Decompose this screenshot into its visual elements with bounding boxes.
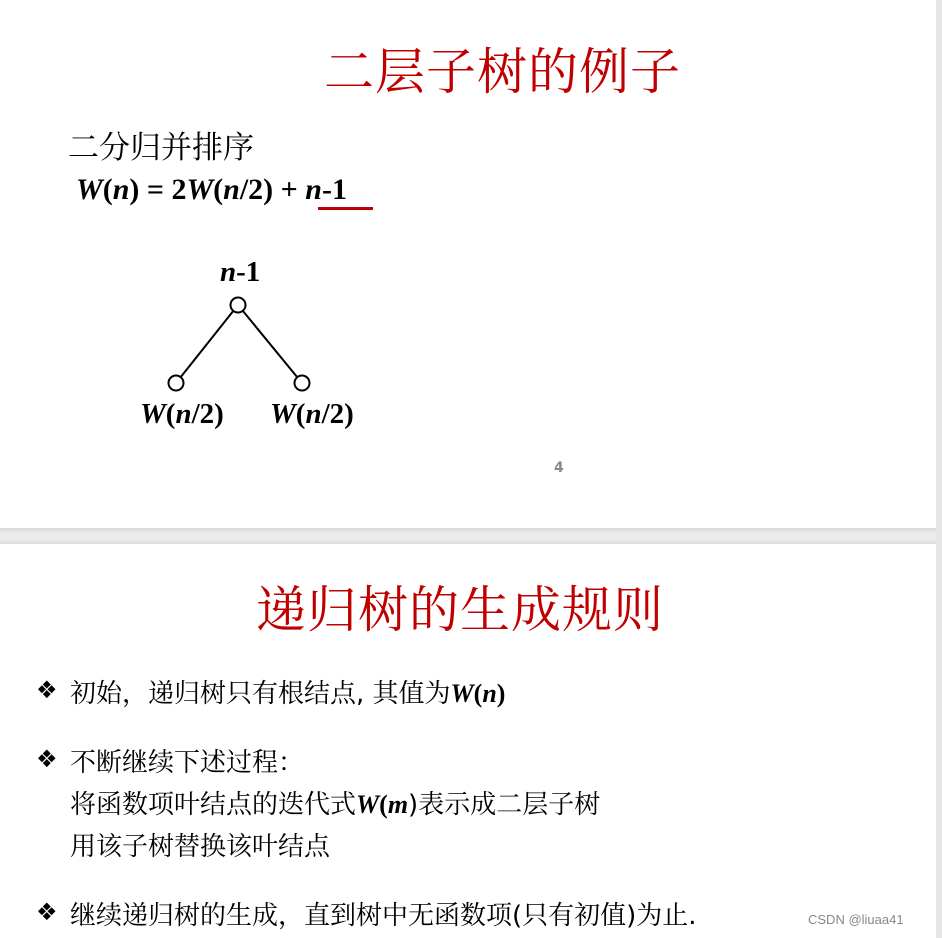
tree-root-node (231, 298, 246, 313)
formula-paren-open-2: ( (213, 173, 224, 206)
slide-2 (0, 544, 936, 938)
slide-1-title: 二层子树的例子 (324, 43, 681, 101)
tree-right-node (295, 376, 310, 391)
slide-separator (0, 528, 942, 544)
formula-arg-rhs: n (223, 173, 240, 206)
formula-tail-rest: -1 (321, 173, 347, 206)
bullet-1-fn: W (450, 679, 474, 708)
bullet-3-line-1: 继续递归树的生成，直到树中无函数项(只有初值)为止. (70, 901, 697, 931)
formula-fn-rhs: W (186, 173, 214, 206)
tree-left-node (169, 376, 184, 391)
bullet-1-text: 初始，递归树只有根结点, 其值为 (70, 679, 451, 709)
bullet-1-arg: n (482, 679, 497, 708)
bullet-1-paren: ( (473, 679, 483, 708)
formula-equals: ) = 2 (129, 173, 187, 206)
tree-left-label: W(n/2) (140, 398, 224, 430)
tree-edge-left (176, 305, 238, 383)
viewer-edge (936, 0, 942, 938)
formula-tail-var: n (305, 173, 322, 206)
bullet-2-line-3: 用该子树替换该叶结点 (70, 832, 331, 862)
bullet-icon: ❖ (36, 745, 58, 773)
root-label-rest: -1 (236, 256, 261, 288)
bullet-2-arg: m (387, 790, 409, 819)
bullet-2-line-2-post: )表示成二层子树 (408, 790, 601, 820)
tree-edge-right (238, 305, 302, 383)
bullet-2-line-2-pre: 将函数项叶结点的迭代式 (70, 790, 357, 820)
subheading: 二分归并排序 (68, 130, 254, 166)
bullet-icon: ❖ (36, 898, 58, 926)
bullet-2-fn: W (356, 790, 380, 819)
bullet-2-line-2 (70, 784, 600, 821)
bullet-1-line-1 (70, 673, 505, 710)
formula-fn-lhs: W (76, 173, 103, 206)
tree-right-label: W(n/2) (270, 398, 354, 430)
right-label-arg: n (305, 398, 322, 430)
formula-div: /2) + (239, 173, 306, 206)
left-label-arg: n (175, 398, 192, 430)
right-label-fn: W (270, 398, 296, 430)
formula-paren-open: ( (102, 173, 113, 206)
formula-arg-lhs: n (112, 173, 130, 206)
right-label-rest: /2) (321, 398, 354, 430)
slide-2-title: 递归树的生成规则 (256, 581, 664, 639)
tree-root-label (220, 256, 260, 289)
bullet-icon: ❖ (36, 676, 58, 704)
bullet-2-paren: ( (379, 790, 388, 819)
bullet-1-post: ) (496, 679, 506, 708)
left-label-rest: /2) (191, 398, 224, 430)
left-label-fn: W (140, 398, 166, 430)
watermark: CSDN @liuaa41 (808, 912, 904, 927)
page-number: 4 (554, 460, 564, 476)
bullet-2-line-1: 不断继续下述过程： (70, 748, 305, 778)
root-label-var: n (220, 256, 237, 288)
